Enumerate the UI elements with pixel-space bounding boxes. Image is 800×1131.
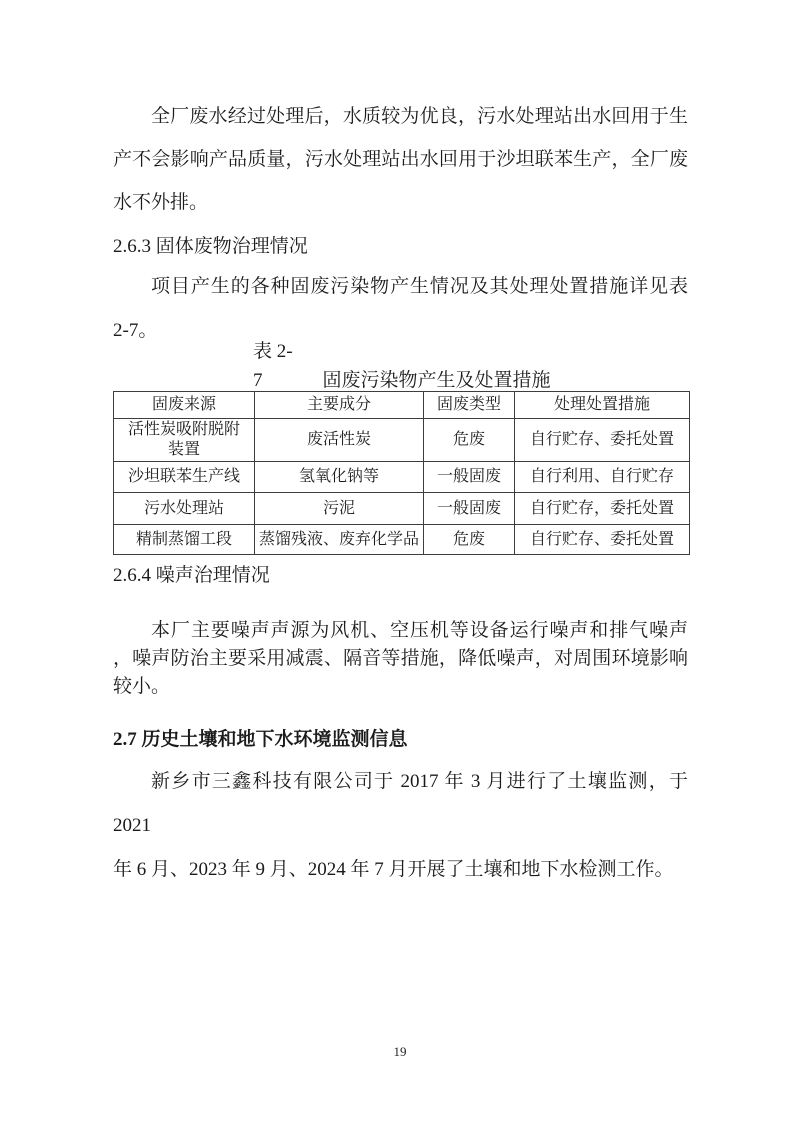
table-cell: 危废 bbox=[424, 525, 515, 555]
table-cell: 自行贮存，委托处置 bbox=[515, 493, 690, 525]
page-number: 19 bbox=[393, 1044, 407, 1059]
paragraph-wastewater bbox=[113, 95, 688, 224]
text-line: 新乡市三鑫科技有限公司于 2017 年 3 月进行了土壤监测，于 2021 bbox=[113, 771, 688, 836]
table-cell: 自行贮存、委托处置 bbox=[515, 525, 690, 555]
table-caption bbox=[253, 337, 551, 395]
column-header: 处理处置措施 bbox=[515, 392, 690, 419]
table-cell: 一般固废 bbox=[424, 462, 515, 493]
solid-waste-table bbox=[113, 391, 690, 555]
text-line: 2-7。 bbox=[113, 320, 158, 341]
paragraph-monitoring bbox=[113, 760, 688, 892]
text-line: 水不外排。 bbox=[113, 192, 209, 213]
table-row bbox=[114, 462, 690, 493]
table-cell: 废活性炭 bbox=[255, 419, 424, 462]
table-cell: 蒸馏残液、废弃化学品 bbox=[255, 525, 424, 555]
text-line: 项目产生的各种固废污染物产生情况及其处理处置措施详见表 bbox=[151, 276, 688, 297]
table-cell: 一般固废 bbox=[424, 493, 515, 525]
caption-line-1: 表 2- bbox=[253, 341, 293, 362]
text-line: 较小。 bbox=[113, 676, 171, 697]
text-line: ，噪声防治主要采用减震、隔音等措施，降低噪声，对周围环境影响 bbox=[113, 648, 688, 669]
column-header: 固废来源 bbox=[114, 392, 255, 419]
table-row bbox=[114, 525, 690, 555]
table-cell: 自行利用、自行贮存 bbox=[515, 462, 690, 493]
paragraph-noise bbox=[113, 617, 688, 701]
text-line: 产不会影响产品质量，污水处理站出水回用于沙坦联苯生产，全厂废 bbox=[113, 149, 688, 170]
table-header-row bbox=[114, 392, 690, 419]
column-header: 主要成分 bbox=[255, 392, 424, 419]
table-row bbox=[114, 419, 690, 462]
table-cell: 危废 bbox=[424, 419, 515, 462]
caption-number: 7 bbox=[253, 370, 263, 391]
caption-title: 固废污染物产生及处置措施 bbox=[322, 370, 551, 391]
heading-2-6-3: 2.6.3 固体废物治理情况 bbox=[113, 236, 308, 257]
table-cell: 自行贮存、委托处置 bbox=[515, 419, 690, 462]
table-cell: 污水处理站 bbox=[114, 493, 255, 525]
heading-2-7: 2.7 历史土壤和地下水环境监测信息 bbox=[113, 729, 408, 750]
column-header: 固废类型 bbox=[424, 392, 515, 419]
table-cell: 沙坦联苯生产线 bbox=[114, 462, 255, 493]
table-row bbox=[114, 493, 690, 525]
text-line: 年 6 月、2023 年 9 月、2024 年 7 月开展了土壤和地下水检测工作。 bbox=[113, 859, 674, 880]
table-cell: 氢氧化钠等 bbox=[255, 462, 424, 493]
table-cell: 活性炭吸附脱附装置 bbox=[114, 419, 255, 462]
text-line: 全厂废水经过处理后，水质较为优良，污水处理站出水回用于生 bbox=[151, 106, 688, 127]
text-line: 本厂主要噪声声源为风机、空压机等设备运行噪声和排气噪声 bbox=[151, 620, 688, 641]
table-cell: 污泥 bbox=[255, 493, 424, 525]
table-cell: 精制蒸馏工段 bbox=[114, 525, 255, 555]
heading-2-6-4: 2.6.4 噪声治理情况 bbox=[113, 565, 270, 586]
